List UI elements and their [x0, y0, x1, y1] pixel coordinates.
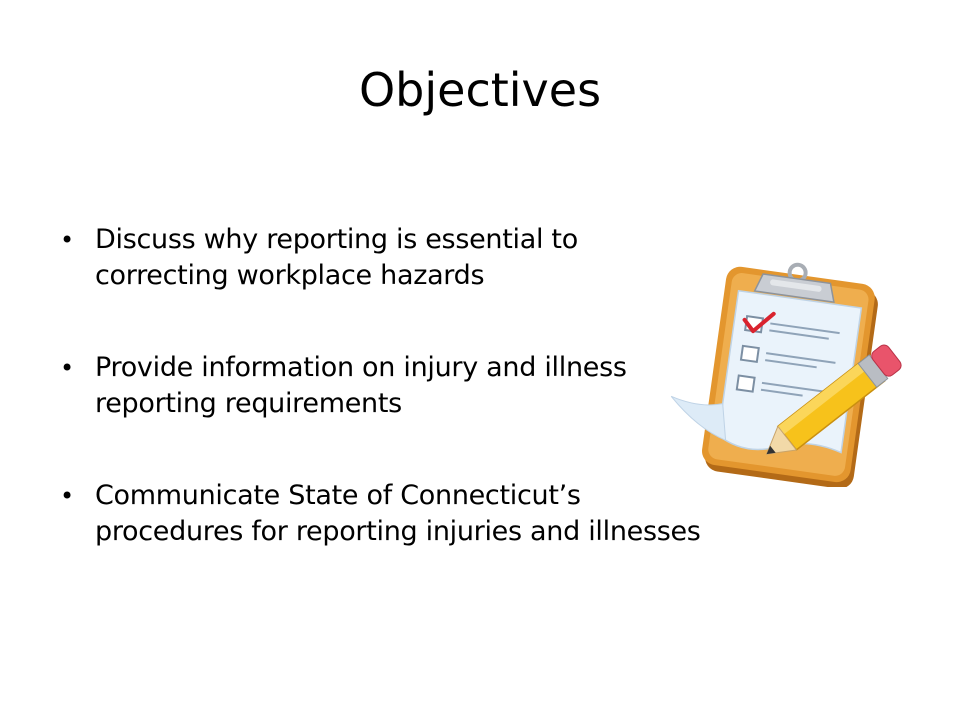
bullet-list	[58, 222, 708, 550]
checkbox-3	[737, 376, 755, 392]
bullet-text: Discuss why reporting is essential to correcting workplace hazards	[95, 224, 578, 291]
bullet-dot: •	[60, 482, 74, 510]
slide-title: Objectives	[358, 63, 602, 117]
bullet-item	[58, 350, 708, 422]
checklist-paper	[665, 283, 861, 461]
clipboard-pencil-icon	[665, 262, 910, 487]
checkbox-2	[741, 346, 759, 362]
bullet-dot: •	[60, 226, 74, 254]
bullet-item	[58, 222, 708, 294]
bullet-dot: •	[60, 354, 74, 382]
bullet-text: Provide information on injury and illness reporting requirements	[95, 352, 627, 419]
bullet-text: Communicate State of Connecticut’s procedures for reporting injuries and illnesses	[95, 480, 701, 547]
bullet-item	[58, 478, 708, 550]
